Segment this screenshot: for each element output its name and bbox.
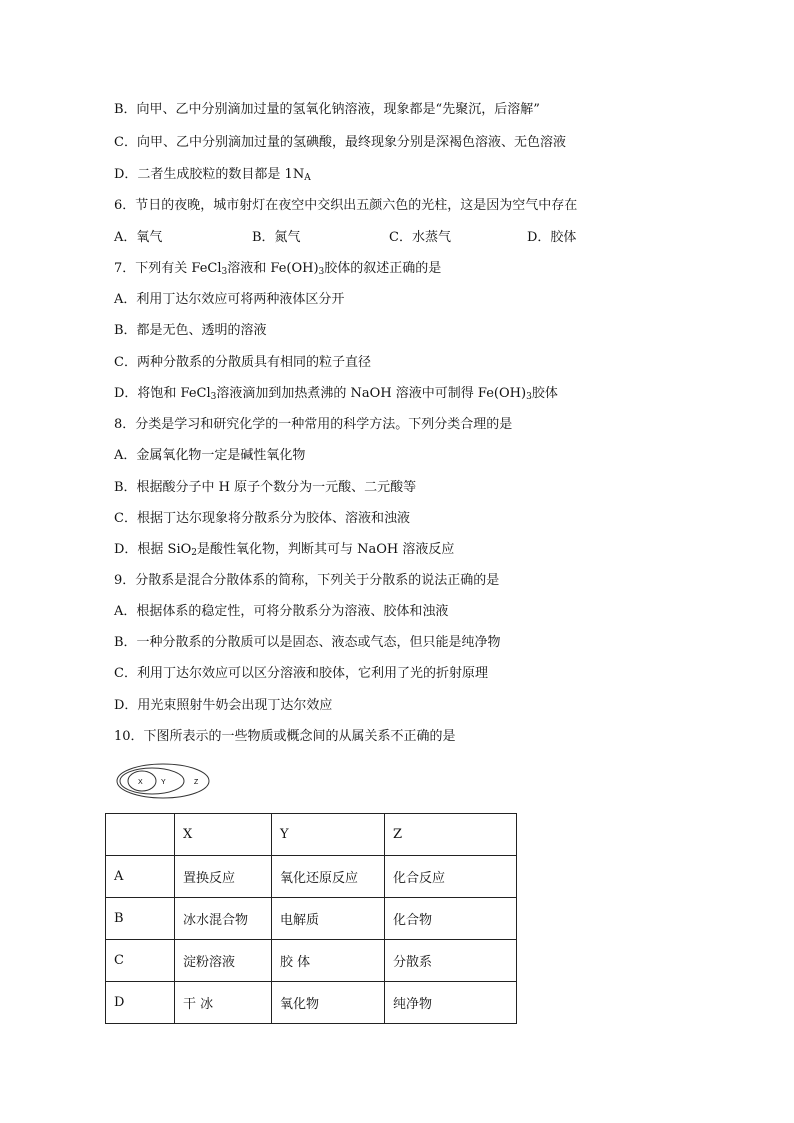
table-cell: 纯净物 <box>385 982 517 1024</box>
q5-option-d <box>114 166 311 187</box>
q5-option-d-text: D．二者生成胶粒的数目都是 1N <box>114 167 305 182</box>
table-row <box>106 898 517 940</box>
table-header-cell: Y <box>272 814 385 856</box>
q6-option-b: B．氮气 <box>252 230 301 245</box>
q7-stem-part2: 溶液和 Fe(OH) <box>227 261 319 276</box>
q8-option-d <box>114 541 454 562</box>
q5-option-d-subscript: A <box>304 173 311 183</box>
q7-option-d-sub2: 3 <box>526 392 532 402</box>
table-cell: B <box>106 898 175 940</box>
table-header-row <box>106 814 517 856</box>
table-cell: 化合物 <box>385 898 517 940</box>
q6-option-d: D．胶体 <box>527 230 577 245</box>
table-cell: 分散系 <box>385 940 517 982</box>
table-cell: 淀粉溶液 <box>175 940 272 982</box>
q7-option-d-sub1: 3 <box>210 392 217 402</box>
table-cell: A <box>106 856 175 898</box>
q8-option-a: A．金属氧化物一定是碱性氧化物 <box>114 448 306 463</box>
table-cell: 化合反应 <box>385 856 517 898</box>
venn-x-label: X <box>138 779 143 786</box>
q7-option-b: B．都是无色、透明的溶液 <box>114 323 267 338</box>
q6-option-a: A．氧气 <box>114 230 163 245</box>
table-header-cell: Z <box>385 814 517 856</box>
table-cell: 置换反应 <box>175 856 272 898</box>
q9-option-c: C．利用丁达尔效应可以区分溶液和胶体，它利用了光的折射原理 <box>114 666 488 681</box>
table-cell: 电解质 <box>272 898 385 940</box>
q9-option-a: A．根据体系的稳定性，可将分散系分为溶液、胶体和浊液 <box>114 604 449 619</box>
q10-stem: 10．下图所表示的一些物质或概念间的从属关系不正确的是 <box>114 729 456 744</box>
q7-stem-part1: 7．下列有关 FeCl <box>114 261 222 276</box>
q6-stem: 6．节日的夜晚，城市射灯在夜空中交织出五颜六色的光柱，这是因为空气中存在 <box>114 198 578 213</box>
venn-diagram <box>115 762 215 802</box>
table-row <box>106 856 517 898</box>
table-cell: 干 冰 <box>175 982 272 1024</box>
table-cell: 氧化物 <box>272 982 385 1024</box>
table-header-cell: X <box>175 814 272 856</box>
q7-option-d-part3: 胶体 <box>531 386 558 401</box>
q8-option-d-sub1: 2 <box>191 548 198 558</box>
q5-option-b: B．向甲、乙中分别滴加过量的氢氧化钠溶液，现象都是“先聚沉，后溶解” <box>114 102 540 117</box>
q7-stem <box>114 260 441 281</box>
q7-stem-sub2: 3 <box>318 267 325 277</box>
table-cell: D <box>106 982 175 1024</box>
table-cell: 氧化还原反应 <box>272 856 385 898</box>
q9-option-d: D．用光束照射牛奶会出现丁达尔效应 <box>114 698 333 713</box>
q8-option-b: B．根据酸分子中 H 原子个数分为一元酸、二元酸等 <box>114 480 417 495</box>
q7-option-d-part2: 溶液滴加到加热煮沸的 NaOH 溶液中可制得 Fe(OH) <box>216 386 527 401</box>
q6-option-c: C．水蒸气 <box>389 230 451 245</box>
q5-option-c: C．向甲、乙中分别滴加过量的氢碘酸，最终现象分别是深褐色溶液、无色溶液 <box>114 135 566 150</box>
q7-option-a: A．利用丁达尔效应可将两种液体区分开 <box>114 292 345 307</box>
venn-z-label: Z <box>194 779 199 786</box>
table-header-cell <box>106 814 175 856</box>
q8-option-d-part2: 是酸性氧化物，判断其可与 NaOH 溶液反应 <box>197 542 455 557</box>
q10-table <box>105 813 517 1024</box>
venn-y-ellipse <box>120 768 184 794</box>
q8-option-d-part1: D．根据 SiO <box>114 542 192 557</box>
q7-stem-part3: 胶体的叙述正确的是 <box>324 261 442 276</box>
q7-option-d-part1: D．将饱和 FeCl <box>114 386 211 401</box>
table-cell: 冰水混合物 <box>175 898 272 940</box>
table-cell: 胶 体 <box>272 940 385 982</box>
q9-stem: 9．分散系是混合分散体系的简称，下列关于分散系的说法正确的是 <box>114 573 500 588</box>
q8-option-c: C．根据丁达尔现象将分散系分为胶体、溶液和浊液 <box>114 511 410 526</box>
table-row <box>106 940 517 982</box>
q9-option-b: B．一种分散系的分散质可以是固态、液态或气态，但只能是纯净物 <box>114 635 501 650</box>
q7-option-c: C．两种分散系的分散质具有相同的粒子直径 <box>114 355 371 370</box>
q7-option-d <box>114 385 558 406</box>
q7-stem-sub1: 3 <box>221 267 228 277</box>
venn-y-label: Y <box>161 779 166 786</box>
table-cell: C <box>106 940 175 982</box>
q8-stem: 8．分类是学习和研究化学的一种常用的科学方法。下列分类合理的是 <box>114 417 513 432</box>
table-row <box>106 982 517 1024</box>
